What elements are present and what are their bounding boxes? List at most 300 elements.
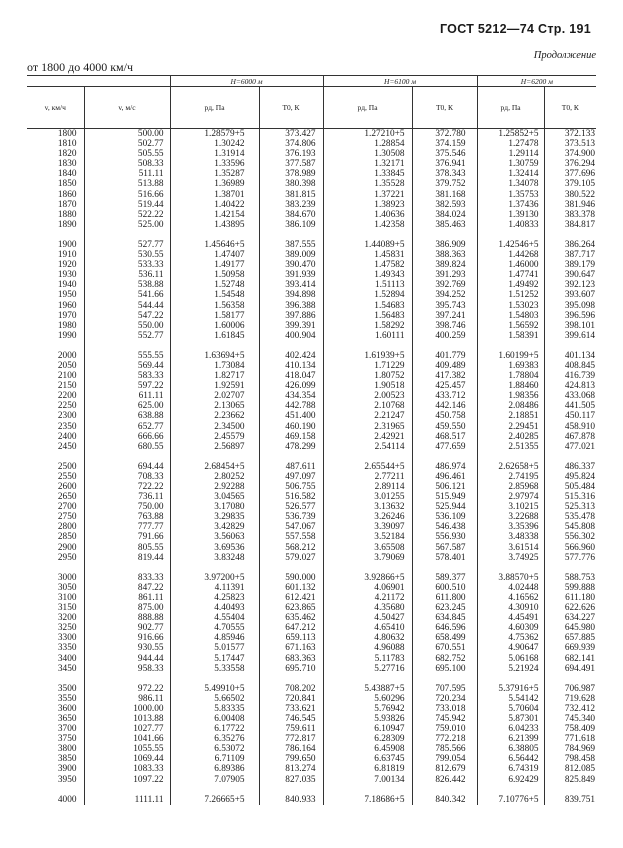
- altitude-header: H=6000 м: [170, 76, 323, 87]
- temp-6000-cell: 557.558: [259, 532, 323, 542]
- temp-6000-cell: 487.611: [259, 452, 323, 472]
- temp-6200-cell: 379.105: [544, 179, 596, 189]
- pressure-6100-cell: 1.71229: [323, 361, 412, 371]
- speed-ms-cell: 819.44: [84, 553, 170, 563]
- temp-6200-cell: 745.340: [544, 714, 596, 724]
- pressure-6100-cell: 1.51113: [323, 280, 412, 290]
- speed-ms-cell: 1027.77: [84, 724, 170, 734]
- temp-6200-cell: 377.696: [544, 169, 596, 179]
- temp-6000-cell: 380.398: [259, 179, 323, 189]
- speed-kmh-cell: 2650: [57, 492, 77, 503]
- pressure-6100-cell: 6.63745: [323, 754, 412, 764]
- pressure-6000-cell: 4.85946: [170, 633, 259, 643]
- speed-kmh-cell: 3100: [57, 592, 77, 603]
- temp-6100-cell: 785.566: [412, 744, 477, 754]
- table-row: [27, 301, 596, 311]
- temp-6000-cell: 402.424: [259, 341, 323, 361]
- speed-ms-cell: 1111.11: [84, 785, 170, 805]
- temp-6100-cell: 525.944: [412, 502, 477, 512]
- pressure-6100-cell: 6.28309: [323, 734, 412, 744]
- table-row: [27, 311, 596, 321]
- speed-kmh-cell: 3750: [57, 734, 77, 745]
- temp-6200-cell: 380.522: [544, 190, 596, 200]
- pressure-6100-cell: 2.31965: [323, 422, 412, 432]
- pressure-6000-cell: 5.66502: [170, 694, 259, 704]
- speed-ms-cell: 544.44: [84, 301, 170, 311]
- temp-6000-cell: 377.587: [259, 159, 323, 169]
- temp-6200-cell: 395.098: [544, 301, 596, 311]
- temp-6200-cell: 825.849: [544, 775, 596, 785]
- temp-6000-cell: 772.817: [259, 734, 323, 744]
- pressure-6200-cell: 1.34078: [477, 179, 544, 189]
- pressure-6100-cell: 1.54683: [323, 301, 412, 311]
- pressure-6000-cell: 1.49177: [170, 260, 259, 270]
- temp-6200-cell: 424.813: [544, 381, 596, 391]
- table-row: [27, 200, 596, 210]
- speed-kmh-cell: 1850: [57, 179, 77, 190]
- speed-ms-cell: 652.77: [84, 422, 170, 432]
- temp-6200-cell: 441.505: [544, 401, 596, 411]
- speed-kmh-cell: 2300: [57, 411, 77, 422]
- temp-6100-cell: 695.100: [412, 664, 477, 674]
- pressure-6200-cell: 4.75362: [477, 633, 544, 643]
- temp-6200-cell: 376.294: [544, 159, 596, 169]
- pressure-6200-cell: 6.21399: [477, 734, 544, 744]
- table-row: [27, 422, 596, 432]
- pressure-6000-cell: 1.40422: [170, 200, 259, 210]
- speed-kmh-cell: 2050: [57, 360, 77, 371]
- pressure-6100-cell: 5.76942: [323, 704, 412, 714]
- temp-6000-cell: 799.650: [259, 754, 323, 764]
- temp-6000-cell: 374.806: [259, 139, 323, 149]
- speed-kmh-cell: 3600: [57, 703, 77, 714]
- pressure-6200-cell: 1.29114: [477, 149, 544, 159]
- pressure-6000-cell: 4.55404: [170, 613, 259, 623]
- speed-kmh-cell: 3800: [57, 744, 77, 755]
- speed-ms-cell: 736.11: [84, 492, 170, 502]
- temp-6000-cell: 389.009: [259, 250, 323, 260]
- pressure-6200-cell: 6.74319: [477, 764, 544, 774]
- pressure-6000-cell: 3.97200+5: [170, 563, 259, 583]
- speed-kmh-cell: 2000: [57, 350, 77, 361]
- speed-ms-cell: 508.33: [84, 159, 170, 169]
- speed-ms-cell: 666.66: [84, 432, 170, 442]
- speed-kmh-cell: 3200: [57, 613, 77, 624]
- temp-6100-cell: 372.780: [412, 129, 477, 140]
- pressure-6100-cell: 1.60111: [323, 331, 412, 341]
- pressure-6200-cell: 1.35753: [477, 190, 544, 200]
- temp-6000-cell: 516.582: [259, 492, 323, 502]
- table-row: [27, 764, 596, 774]
- pressure-6200-cell: 1.37436: [477, 200, 544, 210]
- temp-6200-cell: 622.626: [544, 603, 596, 613]
- temp-6100-cell: 720.234: [412, 694, 477, 704]
- temp-6000-cell: 547.067: [259, 522, 323, 532]
- pressure-6200-cell: 1.46000: [477, 260, 544, 270]
- speed-ms-cell: 625.00: [84, 401, 170, 411]
- pressure-6100-cell: 2.21247: [323, 411, 412, 421]
- temp-6100-cell: 733.018: [412, 704, 477, 714]
- speed-kmh-cell: 1960: [57, 300, 77, 311]
- temp-6000-cell: 396.388: [259, 301, 323, 311]
- temp-6100-cell: 707.595: [412, 674, 477, 694]
- range-label: от 1800 до 4000 км/ч: [27, 60, 133, 74]
- speed-ms-cell: 1013.88: [84, 714, 170, 724]
- temp-6000-cell: 526.577: [259, 502, 323, 512]
- pressure-6000-cell: 7.07905: [170, 775, 259, 785]
- column-header: T0, К: [412, 87, 477, 129]
- table-row: [27, 583, 596, 593]
- speed-ms-cell: 511.11: [84, 169, 170, 179]
- column-header: pд, Па: [170, 87, 259, 129]
- temp-6000-cell: 579.027: [259, 553, 323, 563]
- pressure-6100-cell: 1.32171: [323, 159, 412, 169]
- table-row: [27, 411, 596, 421]
- speed-ms-cell: 522.22: [84, 210, 170, 220]
- temp-6100-cell: 623.245: [412, 603, 477, 613]
- data-table: [27, 75, 596, 805]
- temp-6200-cell: 458.910: [544, 422, 596, 432]
- pressure-6100-cell: 4.65410: [323, 623, 412, 633]
- pressure-6000-cell: 2.23662: [170, 411, 259, 421]
- temp-6200-cell: 771.618: [544, 734, 596, 744]
- pressure-6200-cell: 1.54803: [477, 311, 544, 321]
- altitude-header: H=6100 м: [323, 76, 477, 87]
- temp-6200-cell: 839.751: [544, 785, 596, 805]
- speed-kmh-cell: 2950: [57, 552, 77, 563]
- page-header: ГОСТ 5212—74 Стр. 191: [439, 22, 591, 36]
- pressure-6200-cell: 5.21924: [477, 664, 544, 674]
- temp-6100-cell: 391.293: [412, 270, 477, 280]
- table-row: [27, 754, 596, 764]
- temp-6100-cell: 759.010: [412, 724, 477, 734]
- speed-ms-cell: 505.55: [84, 149, 170, 159]
- pressure-6200-cell: 1.30759: [477, 159, 544, 169]
- temp-6200-cell: 401.134: [544, 341, 596, 361]
- temp-6200-cell: 556.302: [544, 532, 596, 542]
- speed-ms-cell: 536.11: [84, 270, 170, 280]
- pressure-6100-cell: 3.79069: [323, 553, 412, 563]
- temp-6100-cell: 799.054: [412, 754, 477, 764]
- pressure-6200-cell: 6.38805: [477, 744, 544, 754]
- temp-6200-cell: 450.117: [544, 411, 596, 421]
- temp-6200-cell: 387.717: [544, 250, 596, 260]
- temp-6100-cell: 634.845: [412, 613, 477, 623]
- speed-ms-cell: 533.33: [84, 260, 170, 270]
- speed-kmh-cell: 2900: [57, 542, 77, 553]
- temp-6200-cell: 372.133: [544, 129, 596, 140]
- pressure-6200-cell: 1.51252: [477, 290, 544, 300]
- temp-6100-cell: 378.343: [412, 169, 477, 179]
- pressure-6000-cell: 1.28579+5: [170, 129, 259, 140]
- table-row: [27, 290, 596, 300]
- speed-kmh-cell: 2400: [57, 431, 77, 442]
- speed-kmh-cell: 2750: [57, 512, 77, 523]
- speed-ms-cell: 525.00: [84, 220, 170, 230]
- speed-kmh-cell: 1860: [57, 189, 77, 200]
- pressure-6200-cell: 1.32414: [477, 169, 544, 179]
- temp-6100-cell: 386.909: [412, 230, 477, 250]
- pressure-6000-cell: 4.25823: [170, 593, 259, 603]
- table-row: [27, 321, 596, 331]
- speed-kmh-cell: 3350: [57, 643, 77, 654]
- speed-ms-cell: 555.55: [84, 341, 170, 361]
- table-row: [27, 674, 596, 694]
- speed-ms-cell: 516.66: [84, 190, 170, 200]
- temp-6100-cell: 611.800: [412, 593, 477, 603]
- table-row: [27, 734, 596, 744]
- pressure-6200-cell: 2.74195: [477, 472, 544, 482]
- pressure-6100-cell: 3.39097: [323, 522, 412, 532]
- table-row: [27, 260, 596, 270]
- pressure-6200-cell: 1.98356: [477, 391, 544, 401]
- pressure-6100-cell: 2.65544+5: [323, 452, 412, 472]
- pressure-6200-cell: 2.18851: [477, 411, 544, 421]
- temp-6000-cell: 442.788: [259, 401, 323, 411]
- pressure-6200-cell: 2.85968: [477, 482, 544, 492]
- pressure-6100-cell: 5.27716: [323, 664, 412, 674]
- table-row: [27, 331, 596, 341]
- speed-ms-cell: 763.88: [84, 512, 170, 522]
- temp-6100-cell: 567.587: [412, 543, 477, 553]
- speed-ms-cell: 1055.55: [84, 744, 170, 754]
- temp-6100-cell: 506.121: [412, 482, 477, 492]
- temp-6100-cell: 400.259: [412, 331, 477, 341]
- table-row: [27, 432, 596, 442]
- pressure-6100-cell: 1.52894: [323, 290, 412, 300]
- pressure-6200-cell: 1.47741: [477, 270, 544, 280]
- column-header: v, м/с: [84, 87, 170, 129]
- pressure-6000-cell: 1.82717: [170, 371, 259, 381]
- pressure-6000-cell: 1.54548: [170, 290, 259, 300]
- temp-6100-cell: 486.974: [412, 452, 477, 472]
- temp-6200-cell: 505.484: [544, 482, 596, 492]
- speed-ms-cell: 1097.22: [84, 775, 170, 785]
- temp-6100-cell: 745.942: [412, 714, 477, 724]
- table-row: [27, 482, 596, 492]
- pressure-6100-cell: 5.43887+5: [323, 674, 412, 694]
- temp-6100-cell: 376.941: [412, 159, 477, 169]
- pressure-6100-cell: 1.27210+5: [323, 129, 412, 140]
- speed-ms-cell: 916.66: [84, 633, 170, 643]
- speed-kmh-cell: 3650: [57, 713, 77, 724]
- speed-ms-cell: 708.33: [84, 472, 170, 482]
- pressure-6200-cell: 1.42546+5: [477, 230, 544, 250]
- speed-ms-cell: 550.00: [84, 321, 170, 331]
- temp-6000-cell: 384.670: [259, 210, 323, 220]
- pressure-6100-cell: 5.93826: [323, 714, 412, 724]
- speed-ms-cell: 861.11: [84, 593, 170, 603]
- temp-6200-cell: 732.412: [544, 704, 596, 714]
- temp-6000-cell: 434.354: [259, 391, 323, 401]
- table-row: [27, 179, 596, 189]
- pressure-6200-cell: 3.22688: [477, 512, 544, 522]
- pressure-6000-cell: 1.45646+5: [170, 230, 259, 250]
- pressure-6100-cell: 6.81819: [323, 764, 412, 774]
- temp-6200-cell: 706.987: [544, 674, 596, 694]
- temp-6000-cell: 612.421: [259, 593, 323, 603]
- speed-kmh-cell: 1910: [57, 250, 77, 261]
- pressure-6000-cell: 1.58177: [170, 311, 259, 321]
- pressure-6200-cell: 4.45491: [477, 613, 544, 623]
- pressure-6100-cell: 1.37221: [323, 190, 412, 200]
- pressure-6200-cell: 1.49492: [477, 280, 544, 290]
- temp-6100-cell: 401.779: [412, 341, 477, 361]
- pressure-6100-cell: 1.33845: [323, 169, 412, 179]
- temp-6000-cell: 397.886: [259, 311, 323, 321]
- temp-6200-cell: 525.313: [544, 502, 596, 512]
- temp-6000-cell: 387.555: [259, 230, 323, 250]
- temp-6100-cell: 394.252: [412, 290, 477, 300]
- temp-6100-cell: 409.489: [412, 361, 477, 371]
- pressure-6100-cell: 1.44089+5: [323, 230, 412, 250]
- pressure-6100-cell: 2.10768: [323, 401, 412, 411]
- speed-kmh-cell: 1930: [57, 270, 77, 281]
- pressure-6200-cell: 1.27478: [477, 139, 544, 149]
- speed-kmh-cell: 3250: [57, 623, 77, 634]
- pressure-6200-cell: 2.40285: [477, 432, 544, 442]
- temp-6000-cell: 568.212: [259, 543, 323, 553]
- speed-kmh-cell: 1980: [57, 320, 77, 331]
- pressure-6200-cell: 3.61514: [477, 543, 544, 553]
- temp-6000-cell: 601.132: [259, 583, 323, 593]
- pressure-6200-cell: 2.97974: [477, 492, 544, 502]
- speed-kmh-cell: 2350: [57, 421, 77, 432]
- temp-6200-cell: 611.180: [544, 593, 596, 603]
- speed-kmh-cell: 2200: [57, 391, 77, 402]
- pressure-6200-cell: 3.48338: [477, 532, 544, 542]
- speed-ms-cell: 519.44: [84, 200, 170, 210]
- temp-6200-cell: 566.960: [544, 543, 596, 553]
- speed-kmh-cell: 1880: [57, 209, 77, 220]
- pressure-6200-cell: 1.58391: [477, 331, 544, 341]
- table-row: [27, 563, 596, 583]
- speed-ms-cell: 541.66: [84, 290, 170, 300]
- temp-6200-cell: 588.753: [544, 563, 596, 583]
- speed-kmh-cell: 2550: [57, 471, 77, 482]
- temp-6200-cell: 577.776: [544, 553, 596, 563]
- table-row: [27, 633, 596, 643]
- temp-6000-cell: 671.163: [259, 643, 323, 653]
- speed-ms-cell: 791.66: [84, 532, 170, 542]
- column-header: v, км/ч: [27, 87, 84, 129]
- pressure-6200-cell: 5.87301: [477, 714, 544, 724]
- table-row: [27, 159, 596, 169]
- pressure-6200-cell: 2.08486: [477, 401, 544, 411]
- pressure-6000-cell: 3.69536: [170, 543, 259, 553]
- temp-6200-cell: 669.939: [544, 643, 596, 653]
- temp-6100-cell: 384.024: [412, 210, 477, 220]
- speed-kmh-cell: 3150: [57, 603, 77, 614]
- temp-6100-cell: 600.510: [412, 583, 477, 593]
- pressure-6100-cell: 1.28854: [323, 139, 412, 149]
- pressure-6000-cell: 1.35287: [170, 169, 259, 179]
- temp-6000-cell: 376.193: [259, 149, 323, 159]
- table-row: [27, 149, 596, 159]
- temp-6200-cell: 784.969: [544, 744, 596, 754]
- temp-6000-cell: 746.545: [259, 714, 323, 724]
- pressure-6000-cell: 1.92591: [170, 381, 259, 391]
- pressure-6200-cell: 5.70604: [477, 704, 544, 714]
- temp-6100-cell: 450.758: [412, 411, 477, 421]
- pressure-6100-cell: 7.18686+5: [323, 785, 412, 805]
- speed-ms-cell: 538.88: [84, 280, 170, 290]
- temp-6100-cell: 682.752: [412, 654, 477, 664]
- pressure-6100-cell: 2.54114: [323, 442, 412, 452]
- speed-ms-cell: 638.88: [84, 411, 170, 421]
- temp-6000-cell: 426.099: [259, 381, 323, 391]
- table-row: [27, 361, 596, 371]
- temp-6200-cell: 384.817: [544, 220, 596, 230]
- speed-kmh-cell: 1970: [57, 310, 77, 321]
- temp-6100-cell: 646.596: [412, 623, 477, 633]
- pressure-6200-cell: 2.29451: [477, 422, 544, 432]
- pressure-6200-cell: 1.53023: [477, 301, 544, 311]
- pressure-6100-cell: 1.42358: [323, 220, 412, 230]
- pressure-6100-cell: 1.49343: [323, 270, 412, 280]
- pressure-6200-cell: 7.10776+5: [477, 785, 544, 805]
- pressure-6100-cell: 3.65508: [323, 543, 412, 553]
- table-row: [27, 391, 596, 401]
- temp-6100-cell: 388.363: [412, 250, 477, 260]
- pressure-6100-cell: 1.58292: [323, 321, 412, 331]
- pressure-6100-cell: 1.47582: [323, 260, 412, 270]
- table-row: [27, 381, 596, 391]
- temp-6000-cell: 720.841: [259, 694, 323, 704]
- temp-6000-cell: 497.097: [259, 472, 323, 482]
- table-row: [27, 512, 596, 522]
- pressure-6000-cell: 1.38701: [170, 190, 259, 200]
- speed-kmh-cell: 1840: [57, 169, 77, 180]
- temp-6100-cell: 374.159: [412, 139, 477, 149]
- temp-6200-cell: 758.409: [544, 724, 596, 734]
- table-row: [27, 744, 596, 754]
- pressure-6100-cell: 7.00134: [323, 775, 412, 785]
- table-row: [27, 190, 596, 200]
- speed-kmh-cell: 1900: [57, 239, 77, 250]
- speed-kmh-cell: 1870: [57, 199, 77, 210]
- table-row: [27, 553, 596, 563]
- temp-6100-cell: 381.168: [412, 190, 477, 200]
- pressure-6000-cell: 1.31914: [170, 149, 259, 159]
- temp-6100-cell: 578.401: [412, 553, 477, 563]
- table-row: [27, 129, 596, 140]
- temp-6000-cell: 478.299: [259, 442, 323, 452]
- speed-ms-cell: 930.55: [84, 643, 170, 653]
- pressure-6100-cell: 1.45831: [323, 250, 412, 260]
- temp-6100-cell: 385.463: [412, 220, 477, 230]
- temp-6200-cell: 657.885: [544, 633, 596, 643]
- speed-ms-cell: 611.11: [84, 391, 170, 401]
- pressure-6000-cell: 7.26665+5: [170, 785, 259, 805]
- speed-ms-cell: 986.11: [84, 694, 170, 704]
- pressure-6200-cell: 1.40833: [477, 220, 544, 230]
- temp-6200-cell: 486.337: [544, 452, 596, 472]
- temp-6200-cell: 812.085: [544, 764, 596, 774]
- temp-6200-cell: 374.900: [544, 149, 596, 159]
- temp-6100-cell: 556.930: [412, 532, 477, 542]
- pressure-6000-cell: 4.40493: [170, 603, 259, 613]
- table-row: [27, 694, 596, 704]
- speed-kmh-cell: 1890: [57, 219, 77, 230]
- table-row: [27, 643, 596, 653]
- temp-6000-cell: 647.212: [259, 623, 323, 633]
- temp-6100-cell: 395.743: [412, 301, 477, 311]
- speed-kmh-cell: 1940: [57, 280, 77, 291]
- table-row: [27, 220, 596, 230]
- pressure-6100-cell: 4.06901: [323, 583, 412, 593]
- speed-kmh-cell: 3900: [57, 764, 77, 775]
